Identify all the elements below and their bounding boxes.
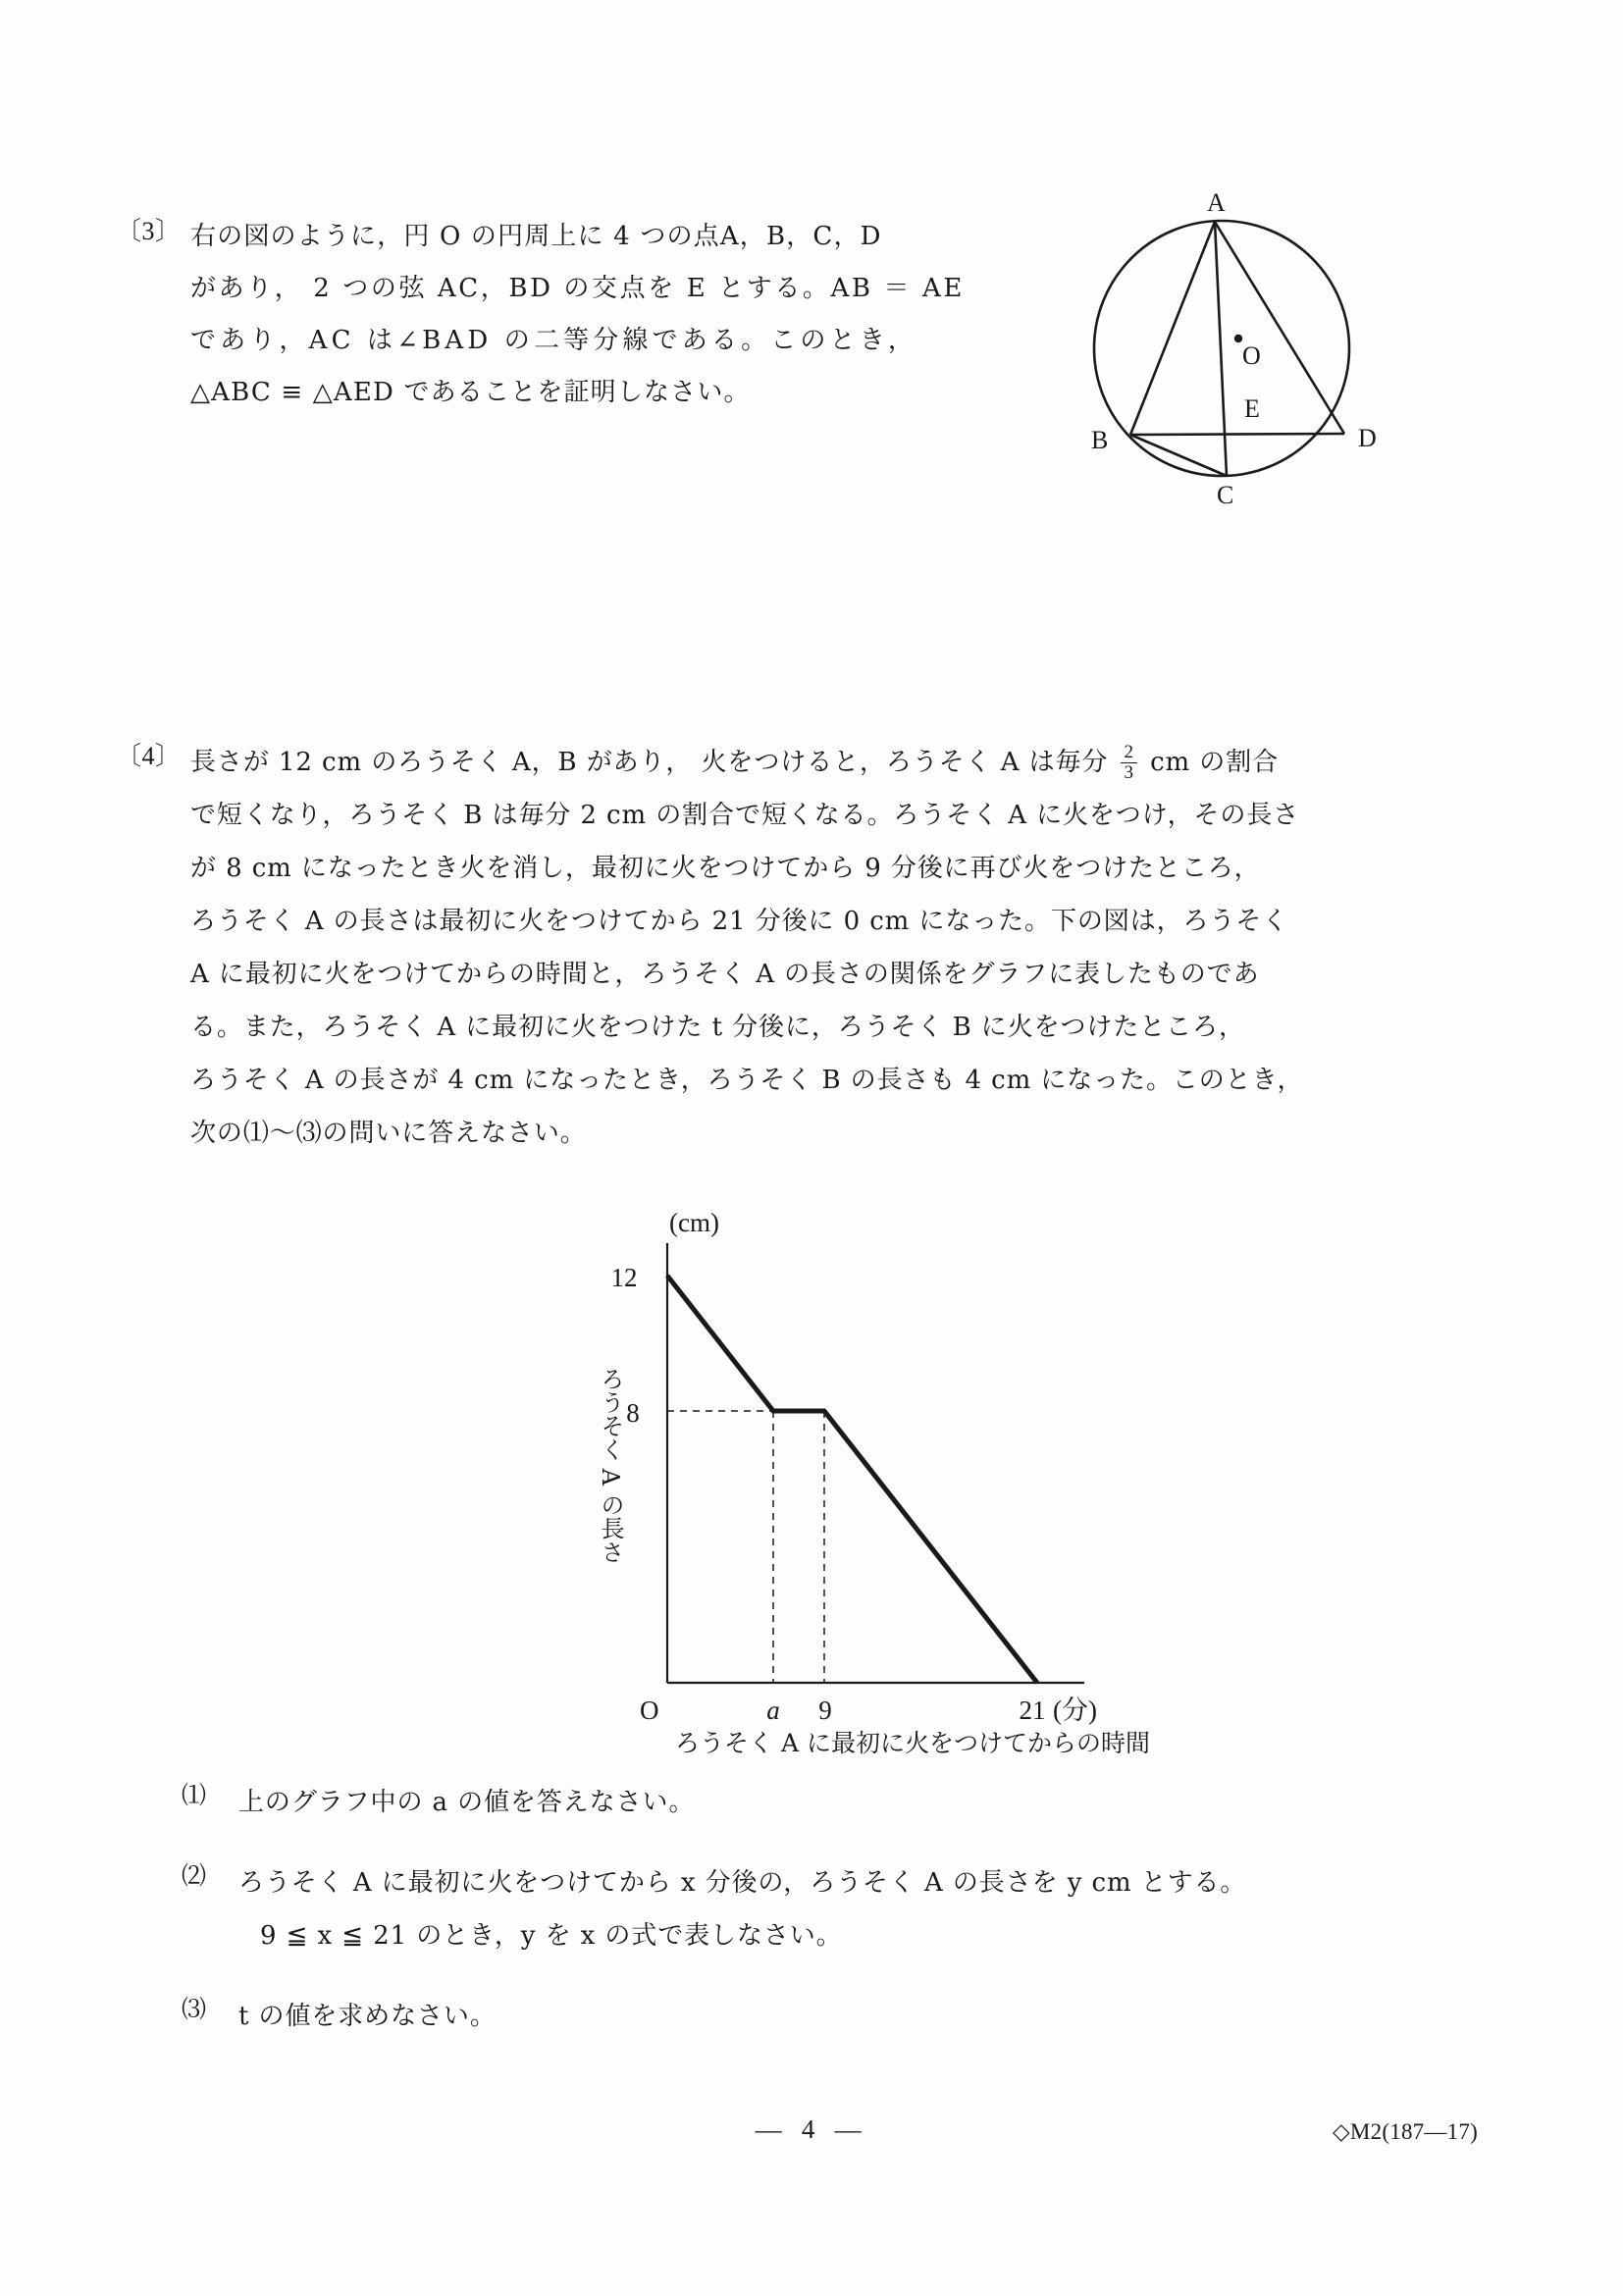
fraction-numerator: 2 bbox=[1124, 741, 1134, 762]
problem-4-line-5: A に最初に火をつけてからの時間と，ろうそく A の長さの関係をグラフに表したものであ bbox=[190, 960, 1260, 989]
series-candle-a bbox=[667, 1276, 1037, 1683]
page-number: — 4 — bbox=[755, 2114, 868, 2144]
document-code: ◇M2(187—17) bbox=[1333, 2119, 1478, 2144]
problem-3-text bbox=[190, 211, 965, 419]
label-point-a: A bbox=[1207, 188, 1226, 217]
x-axis-title: ろうそく A に最初に火をつけてからの時間 bbox=[675, 1729, 1150, 1757]
problem-4-number: 〔4〕 bbox=[116, 742, 182, 770]
problem-4-subquestions bbox=[182, 1776, 1457, 2070]
problem-4-line-6: る。また，ろうそく A に最初に火をつけた t 分後に，ろうそく B に火をつけたところ， bbox=[190, 1013, 1245, 1042]
label-center-o: O bbox=[1242, 341, 1261, 370]
subquestion-3 bbox=[182, 1990, 1457, 2043]
subquestion-2-line-1: ろうそく A に最初に火をつけてから x 分後の，ろうそく A の長さを y cm とする。 bbox=[238, 1868, 1247, 1898]
problem-3-line-1: 右の図のように，円 O の円周上に 4 つの点A，B，C，D bbox=[190, 222, 882, 251]
y-axis-title: ろうそく A の長さ bbox=[597, 1367, 624, 1564]
y-unit-label: (cm) bbox=[669, 1208, 719, 1237]
problem-3-line-3: であり，AC は∠BAD の二等分線である。このとき， bbox=[190, 326, 917, 355]
subquestion-2-label: ⑵ bbox=[182, 1863, 207, 1890]
center-point-o bbox=[1234, 335, 1242, 342]
problem-4-line-1-post: cm の割合 bbox=[1140, 748, 1280, 777]
problem-4-line-2: で短くなり，ろうそく B は毎分 2 cm の割合で短くなる。ろうそく A に火をつけ，その長さ bbox=[190, 801, 1300, 830]
x-tick-a: a bbox=[766, 1696, 780, 1725]
segment-ad bbox=[1215, 222, 1344, 434]
label-point-c: C bbox=[1217, 481, 1234, 509]
segment-ab bbox=[1130, 222, 1215, 435]
label-point-b: B bbox=[1091, 426, 1109, 454]
problem-3 bbox=[116, 211, 965, 419]
label-point-d: D bbox=[1358, 424, 1377, 452]
subquestion-3-line-1: t の値を求めなさい。 bbox=[238, 2002, 497, 2031]
chord-ac bbox=[1215, 222, 1227, 476]
x-unit-label: (分) bbox=[1053, 1696, 1097, 1725]
problem-4-line-1 bbox=[190, 736, 1490, 789]
subquestion-3-body bbox=[238, 1990, 1457, 2043]
subquestion-1-body bbox=[238, 1776, 1457, 1829]
problem-4-line-1-pre: 長さが 12 cm のろうそく A，B があり， 火をつけると，ろうそく A は毎分 bbox=[190, 748, 1118, 777]
subquestion-1 bbox=[182, 1776, 1457, 1829]
subquestion-2-line-2: 9 ≦ x ≦ 21 のとき，y を x の式で表しなさい。 bbox=[260, 1921, 843, 1951]
problem-4 bbox=[116, 736, 1490, 1160]
problem-3-number: 〔3〕 bbox=[116, 217, 182, 245]
origin-label: O bbox=[640, 1696, 659, 1725]
subquestion-2 bbox=[182, 1856, 1457, 1962]
subquestion-1-line-1: 上のグラフ中の a の値を答えなさい。 bbox=[238, 1788, 696, 1817]
circle-figure bbox=[1040, 188, 1462, 509]
problem-4-line-3: が 8 cm になったとき火を消し，最初に火をつけてから 9 分後に再び火をつけたところ， bbox=[190, 854, 1261, 883]
x-tick-21: 21 bbox=[1019, 1696, 1046, 1725]
problem-4-line-4: ろうそく A の長さは最初に火をつけてから 21 分後に 0 cm になった。下の図は，ろうそく bbox=[190, 907, 1289, 936]
x-tick-9: 9 bbox=[818, 1696, 832, 1725]
subquestion-1-label: ⑴ bbox=[182, 1783, 207, 1809]
problem-4-line-8: 次の⑴〜⑶の問いに答えなさい。 bbox=[190, 1119, 587, 1148]
fraction-two-thirds bbox=[1121, 743, 1136, 783]
subquestion-2-body bbox=[238, 1856, 1457, 1962]
subquestion-3-label: ⑶ bbox=[182, 1997, 207, 2023]
problem-3-line-2: があり， 2 つの弦 AC，BD の交点を E とする。AB ＝ AE bbox=[190, 274, 965, 303]
problem-3-line-4: △ABC ≡ △AED であることを証明しなさい。 bbox=[190, 378, 751, 407]
y-tick-8: 8 bbox=[626, 1398, 640, 1428]
candle-length-graph bbox=[550, 1192, 1150, 1757]
problem-4-line-7: ろうそく A の長さが 4 cm になったとき，ろうそく B の長さも 4 cm になった。このとき， bbox=[190, 1066, 1304, 1095]
problem-4-text bbox=[190, 736, 1490, 1160]
y-tick-12: 12 bbox=[610, 1263, 638, 1292]
fraction-denominator: 3 bbox=[1121, 762, 1136, 783]
chord-bd bbox=[1130, 434, 1344, 435]
label-point-e: E bbox=[1244, 394, 1260, 423]
